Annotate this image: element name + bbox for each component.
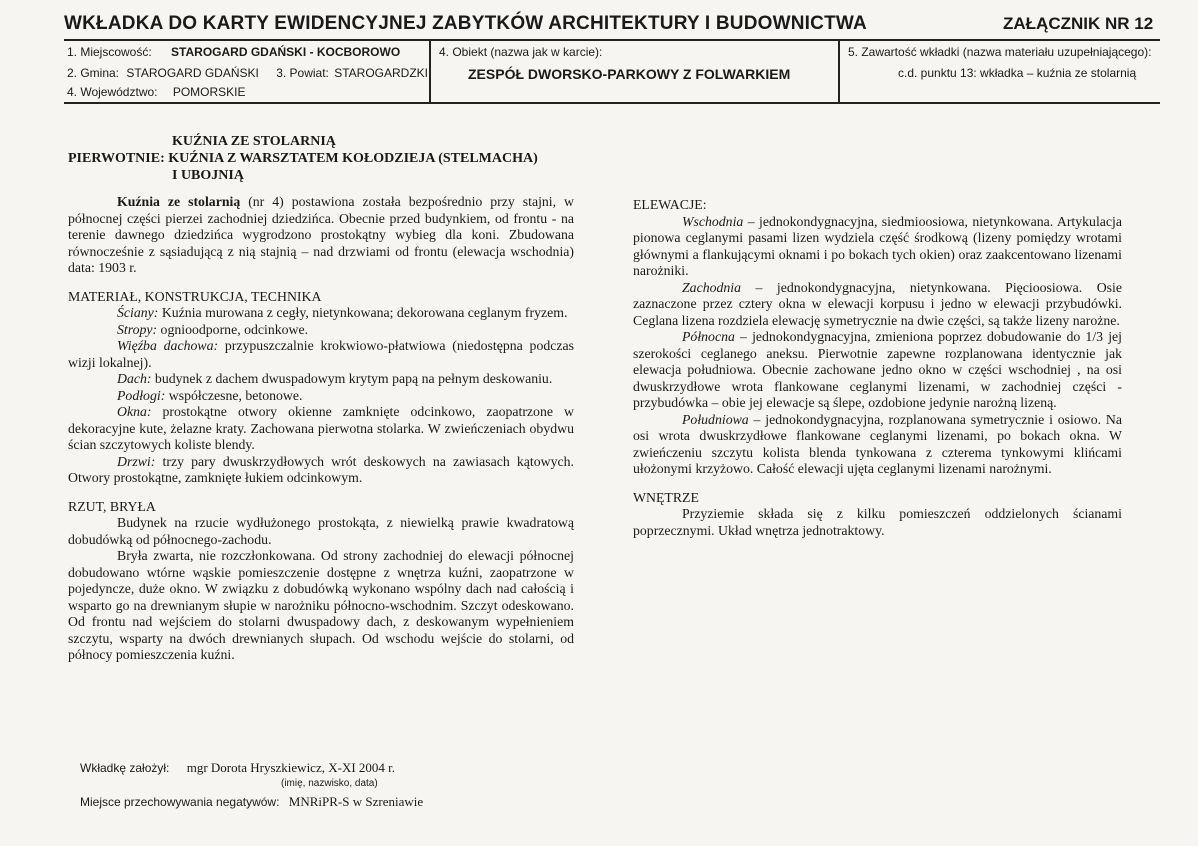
title-rule [64,39,1160,41]
roof-label: Dach: [117,371,152,386]
roof-truss-label: Więźba dachowa: [117,338,219,353]
county-label: 3. Powiat: [276,66,329,80]
locality-value: STAROGARD GDAŃSKI - KOCBOROWO [171,45,401,59]
west-paragraph [633,280,1122,330]
voivodeship-value: POMORSKIE [172,85,246,99]
roof-paragraph [68,371,574,388]
county-value: STAROGARDZKI [334,66,429,80]
author-label: Wkładkę założył: [80,761,170,775]
plan-paragraph-2: Bryła zwarta, nie rozczłonkowana. Od strony zachodniej do elewacji północnej dobudowano wtórne wąskie pomieszczenie dostępne z wnętrza kuźni, zaopatrzone w pojedyncze, duże okno. W związku z dobudówką wykonano wspólny dach nad całością i wsparto go na drewnianym słupie w narożniku północno-wschodnim. Szczyt odeskowano. Od frontu nad wejściem do stolarni dwuspadowy dach, z deskowanym wypełnieniem szczytu, wsparty na dwóch drewnianych słupach. Od wschodu wejście do stolarni, od północy pomieszczenia kuźni. [68,548,574,662]
west-text: – jednokondygnacyjna, nietynkowana. Pięcioosiowa. Osie zaznaczone przez cztery okna w elewacji korpusu i jedno w elewacji przybudówki. Ceglana lizena rozdziela elewację symetrycznie na dwie części, są także lizeny narożne. [633,279,1122,328]
interior-heading: WNĘTRZE [633,489,699,505]
east-label: Wschodnia [682,213,744,229]
doors-paragraph [68,454,574,487]
intro-text: (nr 4) postawiona została bezpośrednio przy stajni, w północnej części pierzei zachodniej dziedzińca. Obecnie przed budynkiem, od frontu - na terenie dawnego dziedzińca wygrodzono prostokątny wybieg dla koni. Zbudowana równocześnie z sąsiadującą z nią stajnią – nad drzwiami od frontu (elewacja wschodnia) data: 1903 r. [68,194,575,275]
object-label: 4. Obiekt (nazwa jak w karcie): [439,45,603,59]
east-text: – jednokondygnacyjna, siedmioosiowa, nietynkowana. Artykulacja pionowa ceglanymi pasami lizen wydziela część środkową (lizeny pomiędzy wrotami głównymi a flankującymi oknami i po bokach tych okien) oraz zaakcentowano lizenami narożniki. [633,213,1122,278]
header-divider-2 [838,41,840,102]
windows-label: Okna: [117,404,152,419]
windows-text: prostokątne otwory okienne zamknięte odcinkowo, zaopatrzone w dekoracyjne kute, żelazne kraty. Zachowana pierwotna stolarka. W zwieńczeniach obydwu ścian szczytowych koliste blendy. [68,404,574,452]
south-label: Południowa [682,411,749,427]
windows-paragraph [68,404,574,454]
floors-text: współczesne, betonowe. [165,387,303,403]
voivodeship-field [67,85,246,99]
roof-text: budynek z dachem dwuspadowym krytym papą na pełnym deskowaniu. [151,371,553,386]
elevations-heading: ELEWACJE: [633,197,707,212]
roof-truss-text: przypuszczalnie krokwiowo-płatwiowa (niedostępna podczas wizji lokalnej). [68,338,574,370]
ceiling-text: ognioodporne, odcinkowe. [157,321,309,337]
locality-label: 1. Miejscowość: [67,45,152,59]
material-heading: MATERIAŁ, KONSTRUKCJA, TECHNIKA [68,288,322,304]
commune-field [67,66,428,80]
storage-value: MNRiPR-S w Szreniawie [288,794,424,809]
walls-paragraph [68,305,574,322]
plan-heading: RZUT, BRYŁA [68,498,156,514]
north-label: Północna [682,329,735,344]
doors-label: Drzwi: [117,453,156,469]
plan-paragraph-1: Budynek na rzucie wydłużonego prostokąta, z niewielką prawie kwadratową dobudówką od północnego-zachodu. [68,515,574,547]
locality-field [67,45,400,59]
floors-label: Podłogi: [117,387,166,403]
south-text: – jednokondygnacyjna, rozplanowana symetrycznie i osiowo. Na osi wrota dwuskrzydłowe flankowane ceglanymi lizenami, po bokach okna. W zwieńczeniu szczytu kolista blenda tynkowana z czterema tynkowymi klińcami ułożonymi krzyżowo. Całość elewacji ujęta ceglanymi lizenami narożnymi. [633,411,1122,476]
heading-original: PIERWOTNIE: KUŹNIA Z WARSZTATEM KOŁODZIEJA (STELMACHA) [68,151,538,166]
south-paragraph [633,412,1122,478]
walls-label: Ściany: [117,305,159,320]
north-paragraph [633,329,1122,412]
walls-text: Kuźnia murowana z cegły, nietynkowana; dekorowana ceglanym fryzem. [158,305,568,320]
object-value: ZESPÓŁ DWORSKO-PARKOWY Z FOLWARKIEM [468,66,791,82]
author-line [80,760,395,776]
commune-value: STAROGARD GDAŃSKI [126,66,259,80]
header-bottom-rule [64,102,1160,104]
intro-paragraph [68,194,574,277]
annex-number: ZAŁĄCZNIK NR 12 [1003,14,1154,33]
document-title: WKŁADKA DO KARTY EWIDENCYJNEJ ZABYTKÓW ARCHITEKTURY I BUDOWNICTWA [64,13,867,34]
storage-label: Miejsce przechowywania negatywów: [80,795,280,809]
content-value: c.d. punktu 13: wkładka – kuźnia ze stolarnią [898,66,1137,80]
heading-main: KUŹNIA ZE STOLARNIĄ [172,134,336,149]
floors-paragraph [68,388,574,405]
content-label: 5. Zawartość wkładki (nazwa materiału uzupełniającego): [848,45,1152,59]
intro-bold: Kuźnia ze stolarnią [117,194,241,209]
author-hint: (imię, nazwisko, data) [281,778,378,789]
ceiling-label: Stropy: [117,321,158,337]
heading-original-cont: I UBOJNIĄ [172,168,244,183]
north-text: – jednokondygnacyjna, zmieniona poprzez dobudowanie do 1/3 jej szerokości ceglanego aneksu. Pierwotnie zapewne rozplanowana identycznie jak elewacja południowa. Obecnie zachowane jedno okno w części wschodniej , na osi dwuskrzydłowe wrota flankowane ceglanymi lizenami, w zachodniej części - przybudówka – obie jej elewacje są ślepe, ozdobione jedynie narożną lizeną. [633,329,1122,410]
ceiling-paragraph [68,322,574,339]
west-label: Zachodnia [682,279,742,295]
commune-label: 2. Gmina: [67,66,120,80]
doors-text: trzy pary dwuskrzydłowych wrót deskowych na zawiasach kątowych. Otwory prostokątne, zamknięte łukiem odcinkowym. [68,453,574,485]
right-column [633,197,1122,539]
roof-truss-paragraph [68,338,574,371]
interior-paragraph: Przyziemie składa się z kilku pomieszczeń oddzielonych ścianami poprzecznymi. Układ wnętrza jednotraktowy. [633,506,1122,538]
left-column [68,133,574,664]
header-divider-1 [429,41,431,102]
author-value: mgr Dorota Hryszkiewicz, X-XI 2004 r. [186,760,396,775]
east-paragraph [633,214,1122,280]
storage-line [80,794,423,810]
voivodeship-label: 4. Województwo: [67,85,158,99]
